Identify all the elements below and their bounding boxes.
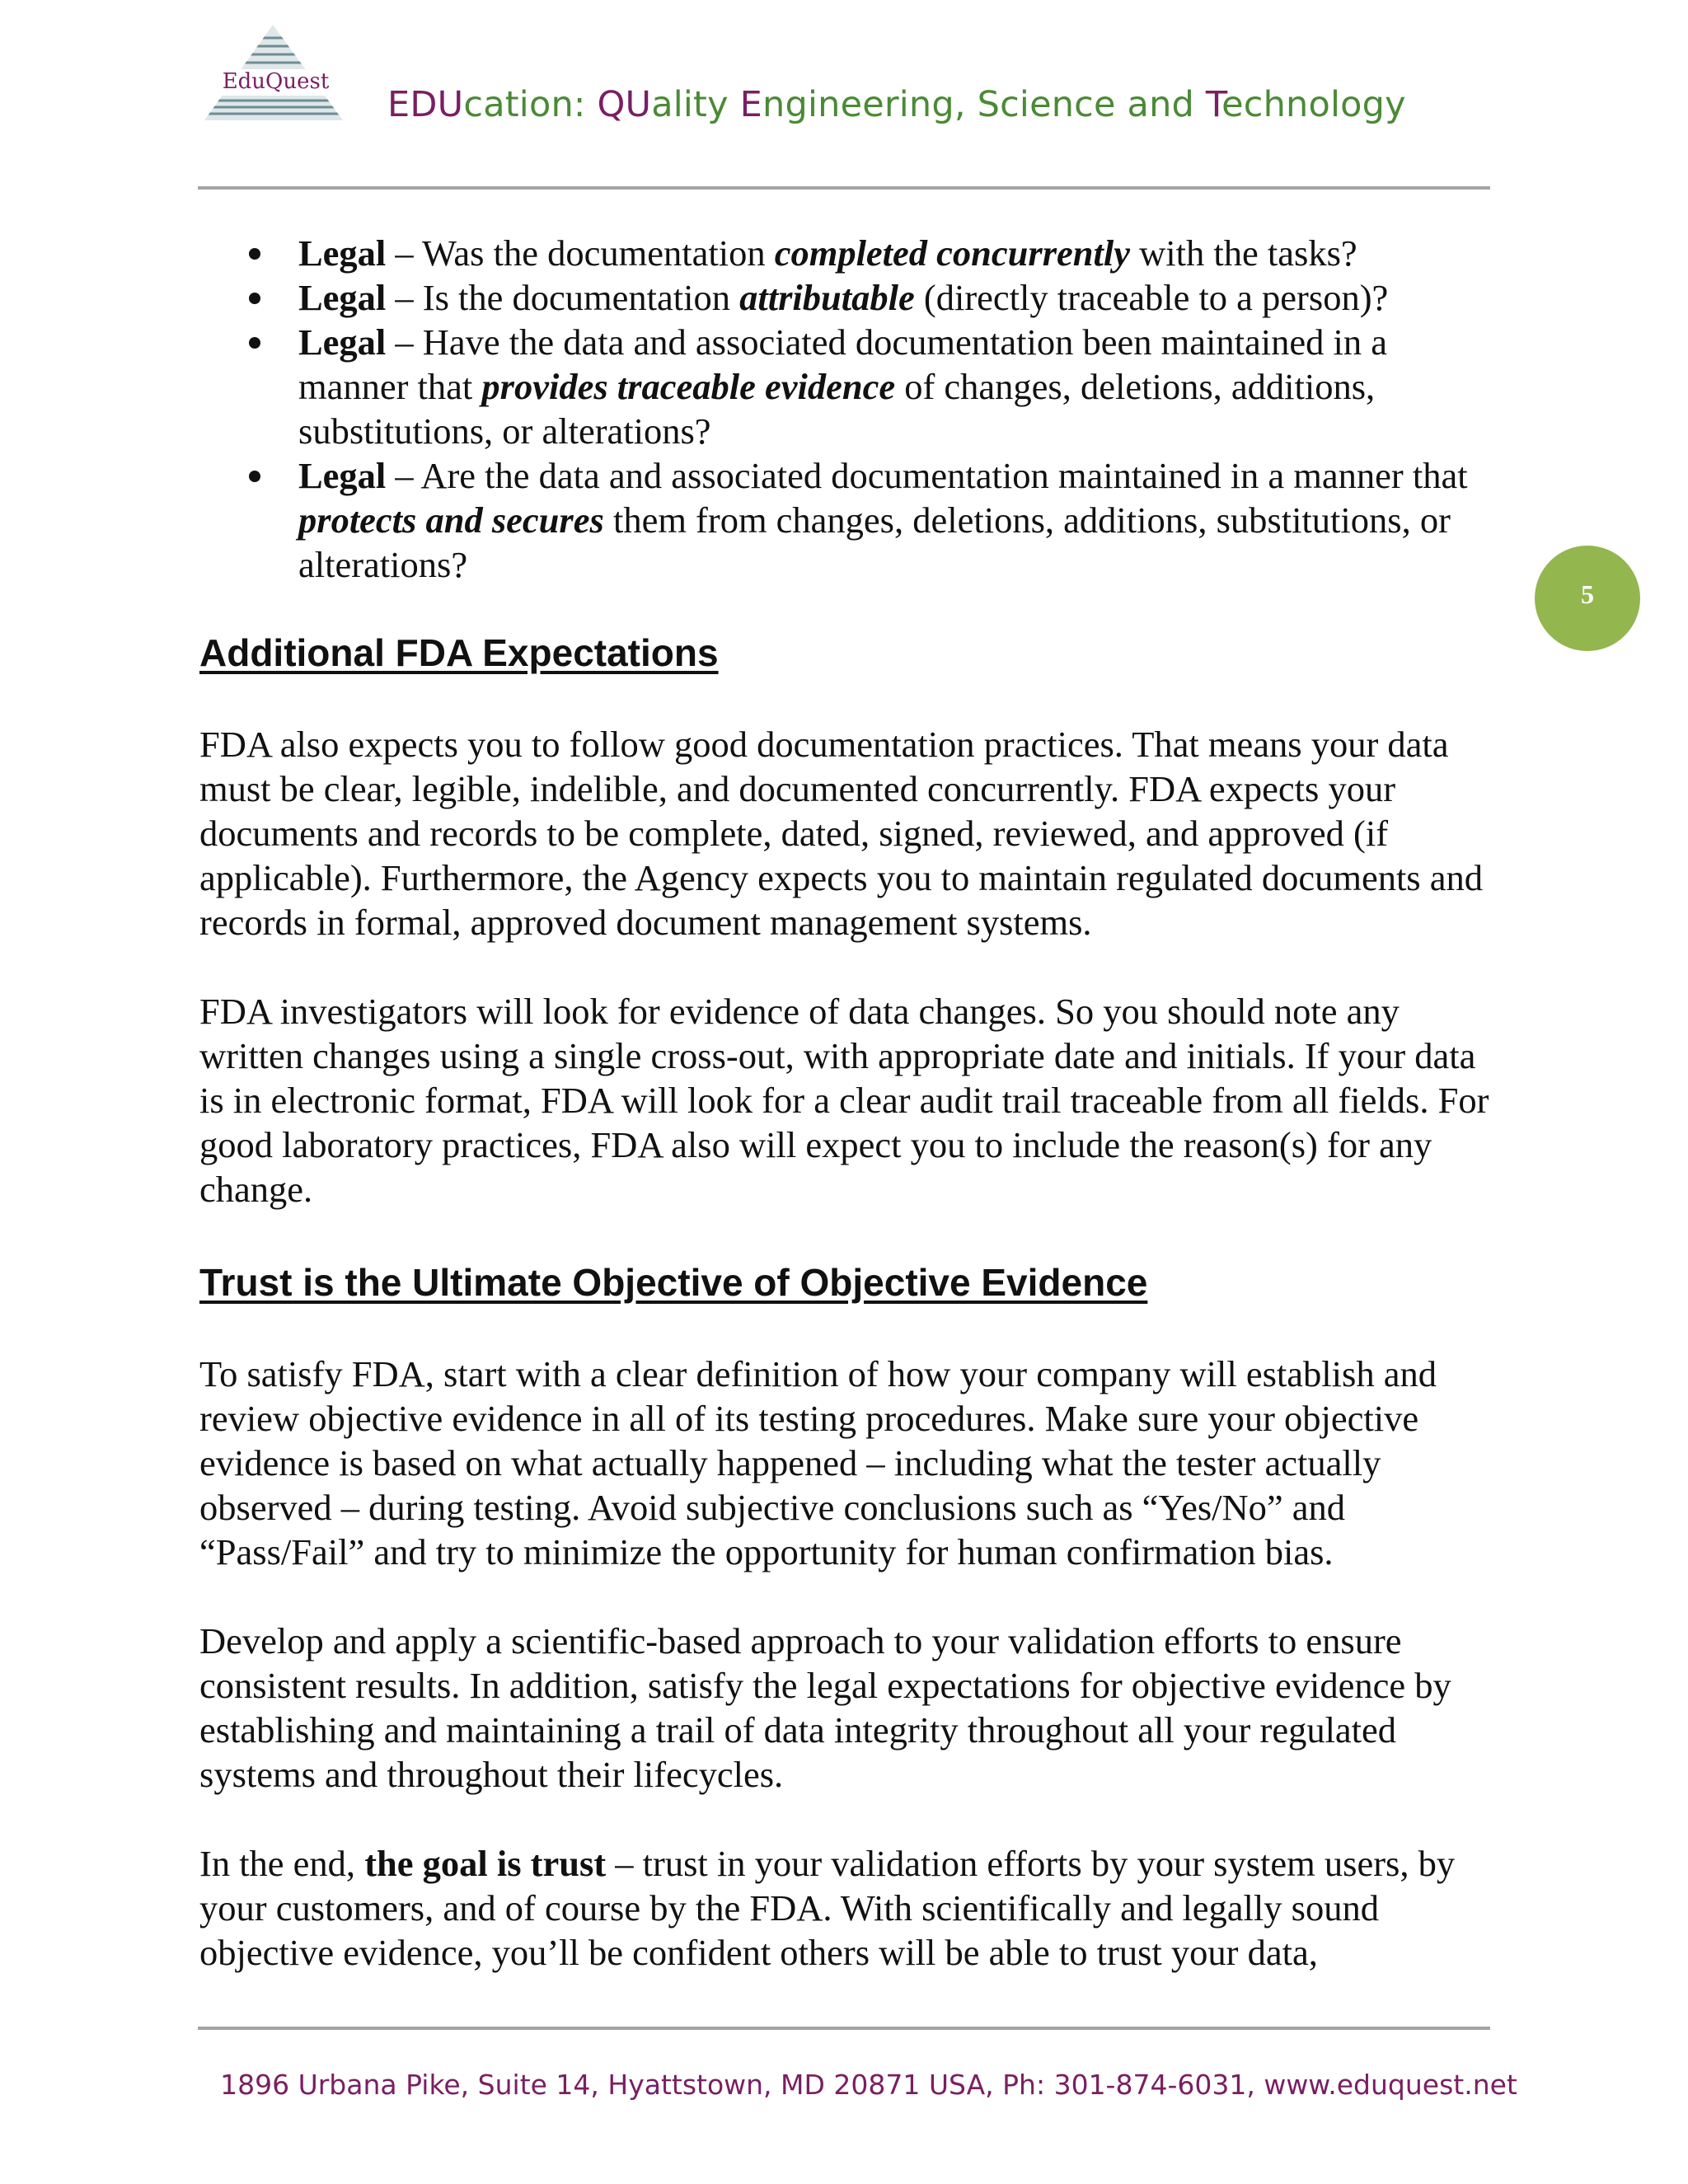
list-item [199,320,1502,453]
tagline-text: cation: [463,84,598,125]
tagline-text: echnology [1221,84,1406,125]
bullet-label: Legal [298,232,387,274]
bullet-emphasis: provides traceable evidence [481,366,896,407]
tagline-text: ality [651,84,740,125]
legal-checklist [199,231,1502,587]
bullet-icon [249,471,260,482]
bullet-text: – Are the data and associated documentation maintained in a manner that [386,455,1468,496]
page-number-badge: 5 [1535,546,1640,651]
tagline-text: Science and [977,84,1206,125]
tagline-capital: T [1205,84,1222,125]
closing-pre: In the end, [199,1843,365,1884]
bullet-text: with the tasks? [1130,232,1357,274]
tagline-capital: E [739,84,763,125]
section-heading-trust: Trust is the Ultimate Objective of Objective Evidence [199,1261,1148,1304]
bullet-label: Legal [298,277,387,318]
bullet-emphasis: attributable [739,277,915,318]
bullet-label: Legal [298,321,387,363]
logo-text: EduQuest [222,69,330,94]
eduquest-logo [203,21,347,127]
footer-divider [198,2027,1490,2030]
bullet-label: Legal [298,455,387,496]
bullet-text: (directly traceable to a person)? [914,277,1389,318]
bullet-emphasis: protects and secures [298,499,604,541]
header-tagline [387,84,1406,125]
tagline-text: ngineering, [762,84,978,125]
bullet-icon [249,337,260,349]
tagline-capital: QU [597,84,652,125]
list-item [199,231,1502,275]
bullet-text: them from changes, deletions, additions, substitutions, or alterations? [298,499,1451,585]
paragraph: Develop and apply a scientific-based approach to your validation efforts to ensure consistent results. In addition, satisfy the legal expectations for objective evidence by establishing and maintaining a trail of data integrity throughout all your regulated systems and throughout their lifecycles. [199,1620,1451,1795]
closing-bold: the goal is trust [364,1843,607,1884]
bullet-icon [249,248,260,260]
bullet-text: – Have the data and associated documentation been maintained in a manner that [298,321,1387,407]
header-divider [198,186,1490,190]
paragraph: FDA also expects you to follow good documentation practices. That means your data must be clear, legible, indelible, and documented concurrently. FDA expects your documents and records to be complete, dated, signed, reviewed, and approved (if applicable). Furthermore, the Agency expects you to maintain regulated documents and records in formal, approved document management systems. [199,724,1484,943]
paragraph: To satisfy FDA, start with a clear definition of how your company will establish and review objective evidence in all of its testing procedures. Make sure your objective evidence is based on what actually happened – including what the tester actually observed – during testing. Avoid subjective conclusions such as “Yes/No” and “Pass/Fail” and try to minimize the opportunity for human confirmation bias. [199,1353,1437,1572]
footer-address: 1896 Urbana Pike, Suite 14, Hyattstown, MD 20871 USA, Ph: 301-874-6031, www.eduquest.net [220,2069,1517,2101]
paragraph: FDA investigators will look for evidence of data changes. So you should note any written changes using a single cross-out, with appropriate date and initials. If your data is in electronic format, FDA will look for a clear audit trail traceable from all fields. For good laboratory practices, FDA also will expect you to include the reason(s) for any change. [199,991,1489,1210]
bullet-text: of changes, deletions, additions, substitutions, or alterations? [298,366,1376,452]
bullet-emphasis: completed concurrently [774,232,1131,274]
section-heading-fda-expectations: Additional FDA Expectations [199,631,719,674]
list-item [199,275,1502,320]
tagline-capital: EDU [387,84,464,125]
bullet-icon [249,293,260,304]
closing-post: – trust in your validation efforts by your system users, by your customers, and of course by the FDA. With scientifically and legally sound objective evidence, you’ll be confident others will be able to trust your data, [199,1843,1456,1973]
list-item [199,453,1502,587]
bullet-text: – Is the documentation [386,277,740,318]
document-body [199,231,1502,1975]
bullet-text: – Was the documentation [386,232,775,274]
closing-paragraph [199,1841,1502,1975]
